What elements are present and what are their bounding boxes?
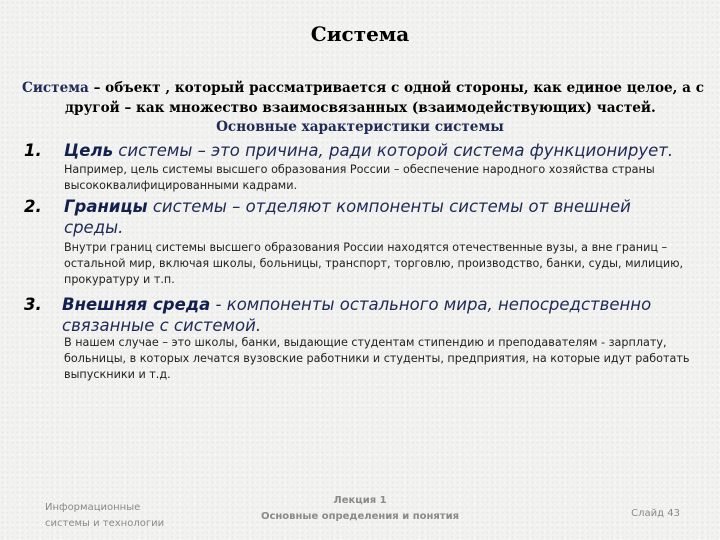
- footer-course-line-2: системы и технологии: [45, 518, 165, 529]
- item-description: системы – отделяют компоненты системы от внешней среды.: [64, 197, 631, 237]
- characteristic-item-goal: [24, 140, 704, 162]
- item-term: Границы: [64, 197, 148, 216]
- item-description: - компоненты остального мира, непосредственно связанные с системой.: [62, 295, 652, 335]
- footer-lecture-title: Основные определения и понятия: [260, 511, 460, 522]
- item-note-goal: Например, цель системы высшего образования России – обеспечение народного хозяйства страны высококвалифицированными кадрами.: [64, 163, 655, 192]
- item-term: Внешняя среда: [62, 295, 211, 314]
- footer-lecture: [200, 493, 520, 525]
- footer-course: [45, 500, 164, 532]
- intro-definition: [22, 78, 704, 118]
- item-term: Цель: [64, 141, 114, 160]
- characteristic-item-boundaries: [24, 196, 704, 240]
- footer-slide-number: Слайд 43: [631, 508, 680, 519]
- intro-line-1: [22, 78, 704, 98]
- item-text: [62, 294, 652, 336]
- footer-course-line-1: Информационные: [45, 502, 141, 513]
- item-note-boundaries: Внутри границ системы высшего образования России находятся отечественные вузы, а вне границ – остальной мир, включая школы, больницы, транспорт, торговлю, производство, банки, суды, милицию, прокуратуру и т.п.: [64, 241, 684, 286]
- intro-term: Система: [22, 80, 89, 96]
- item-number: 2.: [24, 197, 42, 216]
- section-subtitle: Основные характеристики системы: [216, 119, 504, 135]
- item-number: 1.: [24, 141, 42, 160]
- characteristic-item-environment: [24, 294, 704, 338]
- item-note-environment: В нашем случае – это школы, банки, выдающие студентам стипендию и преподавателям - зарплату, больницы, в которых лечатся вузовские работники и студенты, предприятия, на которые идут работать выпускники и т.д.: [64, 336, 690, 381]
- item-text: [64, 140, 704, 161]
- slide-title: Система: [310, 22, 410, 46]
- intro-line-1-rest: – объект , который рассматривается с одной стороны, как единое целое, а с: [88, 80, 704, 96]
- item-text: [64, 196, 664, 238]
- intro-line-2: другой – как множество взаимосвязанных (взаимодействующих) частей.: [65, 100, 656, 116]
- footer-lecture-number: Лекция 1: [333, 495, 387, 506]
- item-number: 3.: [24, 295, 42, 314]
- item-description: системы – это причина, ради которой система функционирует.: [113, 141, 674, 160]
